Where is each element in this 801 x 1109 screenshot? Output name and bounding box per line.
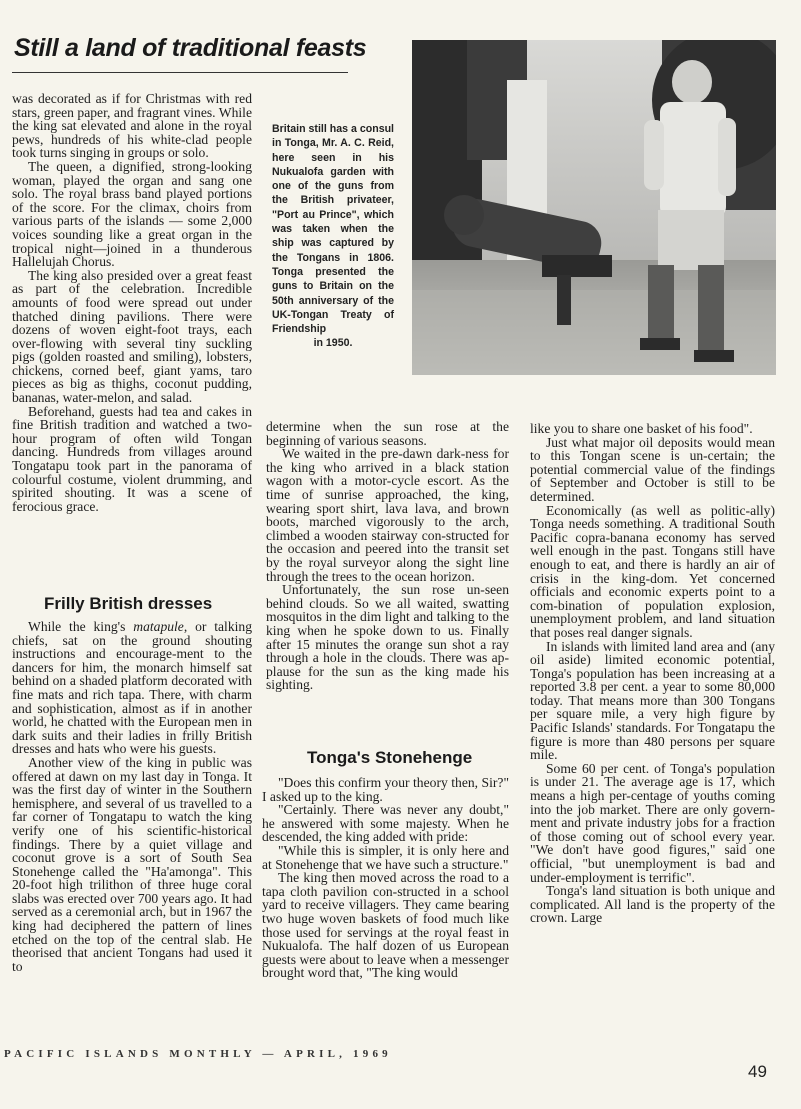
column-2-continued [262, 776, 509, 980]
subheading-tongas-stonehenge: Tonga's Stonehenge [307, 748, 473, 767]
photo-caption-text: Britain still has a consul in Tonga, Mr. A. C. Reid, here seen in his Nukualofa garden with one of the guns from the British privateer, "Port au Prince", which was taken when the ship was captured by the Tongans in 1806. Tonga presented the guns to Britain on the 50th anniversary of the UK-Tongan Treaty of Friendship [272, 123, 394, 336]
paragraph: Tonga's land situation is both unique and complicated. All land is the property of the crown. Large [530, 883, 775, 926]
page-number: 49 [748, 1062, 767, 1081]
paragraph: The queen, a dignified, strong-looking woman, played the organ and sang one solo. The royal brass band played portions of the score. For the climax, choirs from various parts of the islands — some 2,000 voices sounding like a great organ in the tropical night—joined in a thunderous Hallelujah Chorus. [12, 158, 252, 270]
consul-photo [412, 40, 776, 375]
paragraph: We waited in the pre-dawn dark-ness for the king who arrived in a black station wagon with a motor-cycle escort. As the time of sunrise approached, the king, wearing sport shirt, lava lava, and brown boots, marched vigorously to the arch, climbed a wooden stairway con-structed for the occasion and peered into the transit set by the royal surveyor along the sight line through the trees to the ocean horizon. [266, 446, 509, 584]
column-2 [266, 420, 509, 692]
paragraph: was decorated as if for Christmas with red stars, green paper, and fragrant vines. While the king sat elevated and alone in the royal pews, hundreds of his white-clad people took turns singing in groups or solo. [12, 91, 252, 161]
column-1-continued [12, 620, 252, 973]
paragraph [12, 620, 252, 756]
paragraph: Just what major oil deposits would mean to this Tongan scene is un-certain; the potential commercial value of the findings of September and October is still to be determined. [530, 434, 775, 504]
paragraph: Economically (as well as politic-ally) Tonga needs something. A traditional South Pacific copra-banana economy has served well enough in the past. Tongans still have enough to eat, and there is hardly an air of crisis in the king-dom. Yet concerned officials and economic experts point to a com-bination of population explosion, unemployment problem, and land situation that poses real danger signals. [530, 502, 775, 640]
photo-caption [272, 122, 394, 351]
paragraph: Beforehand, guests had tea and cakes in fine British tradition and watched a two-hour program of often wild Tongan dancing. Hundreds from villages around Tongatapu took part in the panorama of colourful costume, violent drumming, and spirited shouting. It was a scene of ferocious grace. [12, 403, 252, 514]
paragraph: In islands with limited land area and (any oil aside) limited economic potential, Tonga's population has been increasing at a reported 3.8 per cent. a year to some 80,000 today. That means more than 300 Tongans per square mile, a very high figure by Pacific Islands' standards. For Tongatapu the figure is more than 480 persons per square mile. [530, 638, 775, 763]
emphasis-term: matapule [133, 619, 184, 634]
column-3 [530, 422, 775, 925]
paragraph: Another view of the king in public was offered at dawn on my last day in Tonga. It was the first day of winter in the Southern hemisphere, and several of us travelled to a far corner of Tongatapu to watch the king verify one of his scientific-historical findings. There by a quiet village and coconut grove is a sort of South Sea Stonehenge called the "Ha'amonga". This 20-foot high trilithon of three huge coral slabs was erected over 700 years ago. It had served as a ceremonial arch, but in 1967 the king had deciphered the pattern of lines etched on the top of the central slab. He theorised that ancient Tongans had used it to [12, 754, 252, 974]
paragraph: The king also presided over a great feast as part of the celebration. Incredible amounts of food were spread out under thatched dining pavilions. There were dozens of woven eight-foot trays, each over-flowing with several tiny suckling pigs (golden roasted and smiling), lobsters, chickens, corned beef, giant yams, taro pieces as big as thighs, coconut pudding, bananas, water-melon, and salad. [12, 267, 252, 406]
paragraph: Some 60 per cent. of Tonga's population is under 21. The average age is 17, which means a high per-centage of youths coming into the job market. There are only govern-ment and private industry jobs for a fraction of those coming out of school every year. "We don't have good figures," said one official, "but unemployment is bad and under-employment is terrific". [530, 760, 775, 885]
paragraph: "Does this confirm your theory then, Sir?" I asked up to the king. [262, 775, 509, 804]
article-title: Still a land of traditional feasts [14, 34, 367, 62]
paragraph: The king then moved across the road to a tapa cloth pavilion con-structed in a school yard to receive villagers. They came bearing two huge woven baskets of food much like those used for servings at the royal feast in Nukualofa. The half dozen of us European guests were about to leave when a messenger brought word that, "The king would [262, 870, 509, 981]
masthead-footer: PACIFIC ISLANDS MONTHLY — APRIL, 1969 [4, 1048, 392, 1060]
subheading-frilly-british-dresses: Frilly British dresses [44, 594, 213, 613]
paragraph: "While this is simpler, it is only here and at Stonehenge that we have such a structure." [262, 842, 509, 872]
title-rule [12, 72, 348, 73]
column-1 [12, 92, 252, 513]
photo-illustration [412, 40, 776, 375]
paragraph: Unfortunately, the sun rose un-seen behind clouds. So we all waited, swatting mosquitos in the dim light and talking to the king when he spoke down to us. Finally after 15 minutes the orange sun shot a ray through a hole in the clouds. There was ap-plause for the sun as the king made his sighting. [266, 582, 509, 693]
paragraph: determine when the sun rose at the beginning of various seasons. [266, 419, 509, 448]
paragraph: like you to share one basket of his food". [530, 421, 753, 436]
photo-caption-end: in 1950. [313, 337, 353, 350]
paragraph-text: , or talking chiefs, sat on the ground shouting instructions and encourage-ment to the dancers for him, the monarch himself sat behind on a shaded platform decorated with fine mats and rich tapa. There, with charm and sophistication, almost as if in another world, he chatted with the European men in dark suits and their ladies in frilly British dresses and hats who were his guests. [12, 619, 252, 757]
paragraph: "Certainly. There was never any doubt," he answered with some majesty. When he descended, the king added with pride: [262, 802, 509, 845]
paragraph-text: While the king's [28, 619, 134, 634]
